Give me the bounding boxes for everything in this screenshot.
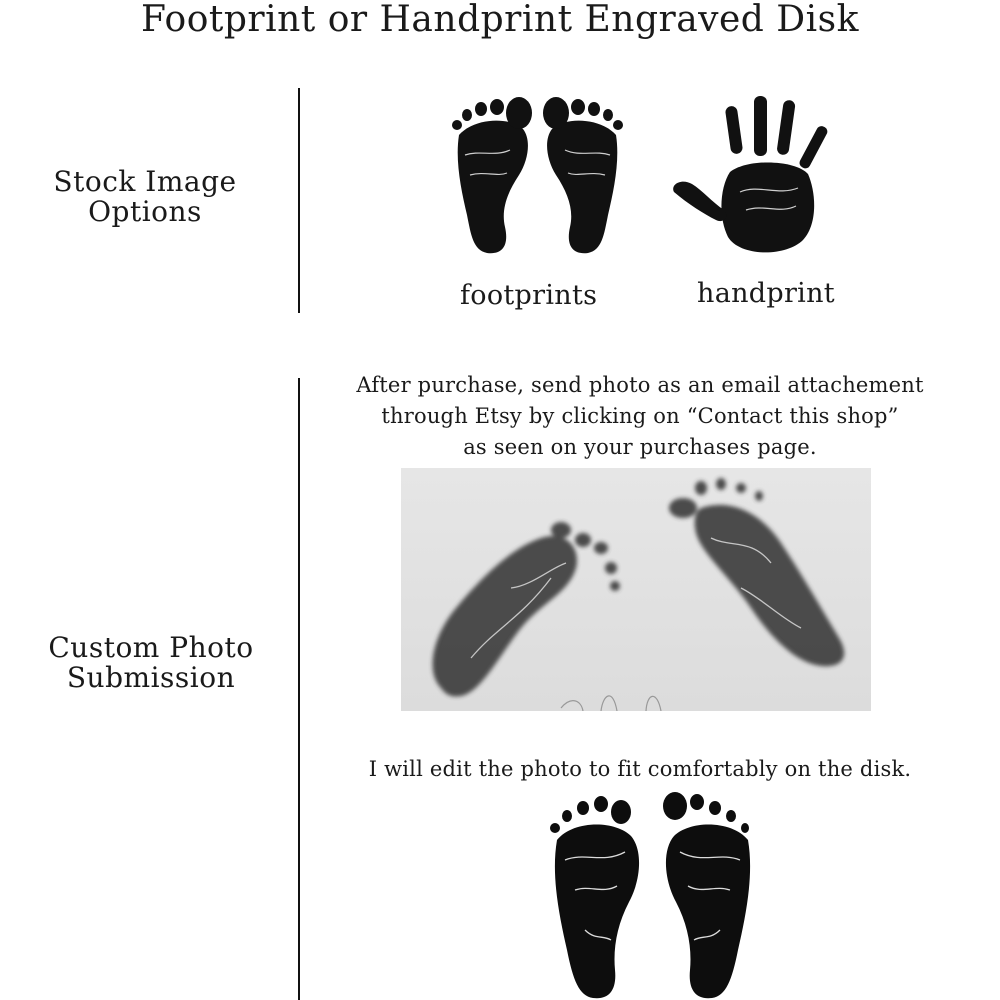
edit-note: I will edit the photo to fit comfortably on the disk. <box>368 757 912 781</box>
example-footprint-photo <box>401 468 871 711</box>
stock-label-line1: Stock Image <box>53 165 237 198</box>
footprints-caption: footprints <box>460 280 598 311</box>
instruction-line: through Etsy by clicking on “Contact this shop” <box>381 404 899 428</box>
edited-footprints-icon <box>545 790 760 1000</box>
custom-label-line1: Custom Photo <box>48 631 254 664</box>
page-title: Footprint or Handprint Engraved Disk <box>141 0 859 40</box>
submission-instructions <box>330 370 950 463</box>
custom-section-divider <box>298 378 300 1000</box>
footprints-icon <box>445 95 630 260</box>
stock-section-divider <box>298 88 300 313</box>
handprint-icon <box>668 92 848 257</box>
stock-label-line2: Options <box>88 195 202 228</box>
custom-label-line2: Submission <box>66 661 236 694</box>
instruction-line: After purchase, send photo as an email attachement <box>356 373 924 397</box>
custom-photo-label <box>35 633 267 693</box>
handprint-caption: handprint <box>697 278 835 309</box>
stock-options-label <box>40 167 250 227</box>
instruction-line: as seen on your purchases page. <box>463 435 817 459</box>
